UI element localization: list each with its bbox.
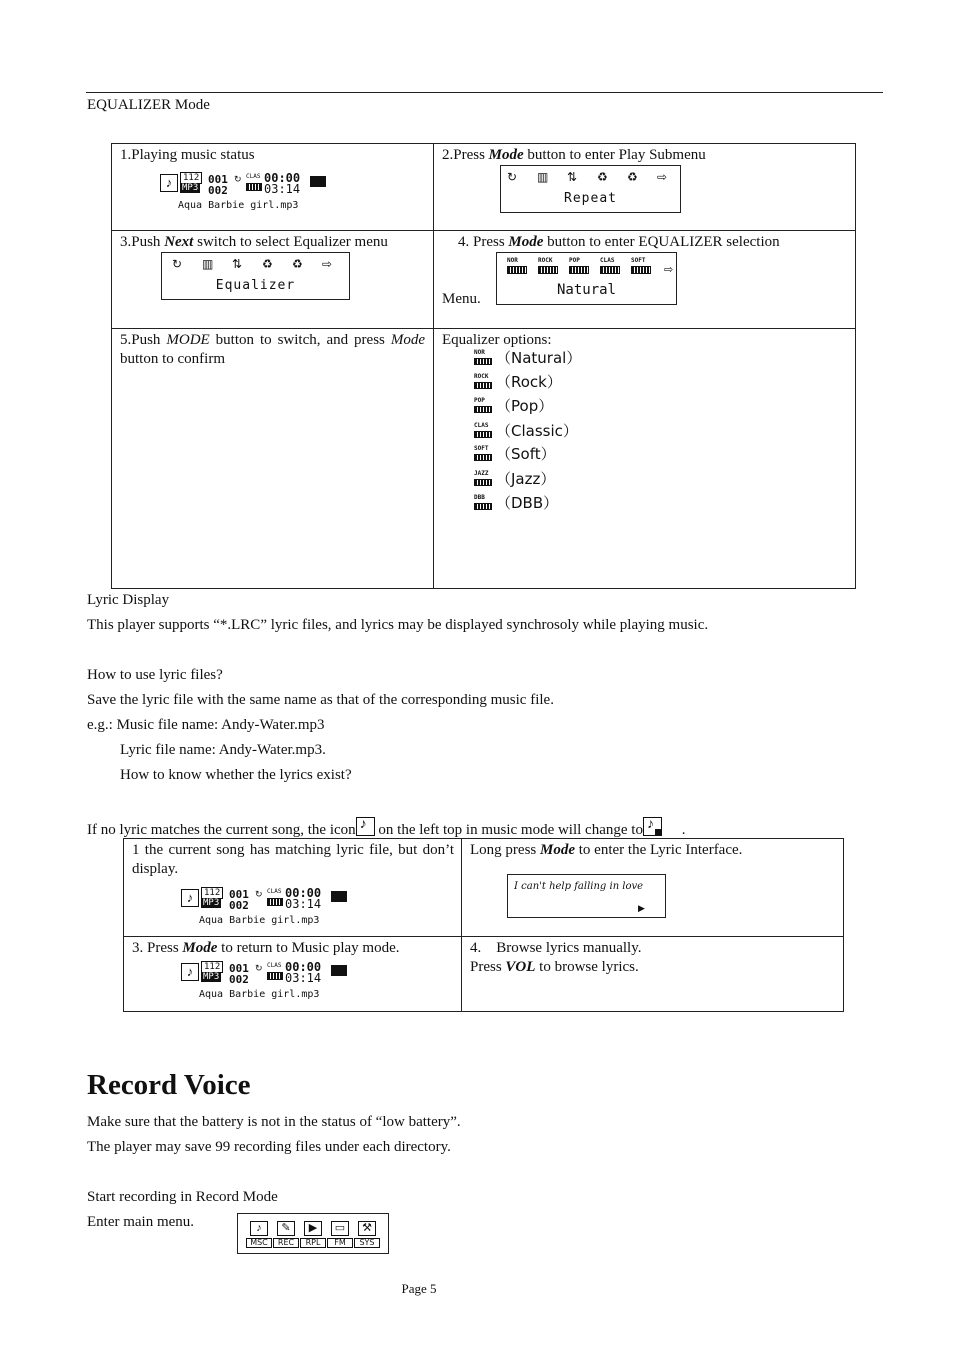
song-filename: Aqua Barbie girl.mp3 (199, 989, 320, 1000)
eq-icon-tag: DBB (474, 494, 485, 501)
music-note-icon: ♪ (160, 174, 178, 192)
menu-item-label: SYS (354, 1238, 380, 1248)
lyric-example-2: Lyric file name: Andy-Water.mp3. (120, 742, 326, 758)
player-screen-lyric (181, 887, 351, 925)
track-current: 001 (229, 962, 249, 975)
repeat-icon: ↻ (234, 174, 242, 184)
exit-icon: ⇨ (657, 170, 668, 184)
eq-tab-label: SOFT (631, 257, 646, 264)
lyric-line: I can't help falling in love (514, 881, 644, 892)
eq-option-jazz (474, 468, 555, 489)
lyric-cell-4 (462, 937, 844, 1012)
format-badge: MP3 (182, 183, 199, 193)
lyric-heading: Lyric Display (87, 592, 170, 608)
main-menu-lcd (237, 1213, 389, 1254)
lcd-label-equalizer: Equalizer (215, 278, 296, 293)
eq-cell-3 (112, 231, 434, 329)
replay-times-icon: ♻ (292, 257, 303, 271)
elapsed-time: 00:00 (285, 886, 322, 900)
eq-cell-2-text: 2.Press Mode button to enter Play Submenu (442, 147, 706, 163)
repeat-icon: ↻ (172, 257, 183, 271)
rpl-icon: ▶ (304, 1221, 322, 1236)
eq-icon-tag: SOFT (474, 445, 489, 452)
repeat-icon: ↻ (507, 170, 518, 184)
track-total: 112 (201, 887, 223, 899)
total-time: 03:14 (285, 897, 322, 911)
eq-bars-icon (267, 972, 283, 980)
music-note-lyric-icon: ♪ (181, 963, 199, 981)
play-arrow-icon: ▶ (638, 903, 645, 913)
eq-pop-icon (474, 398, 492, 413)
eq-cell-4-tail: Menu. (442, 291, 481, 307)
format-badge: MP3 (203, 898, 220, 908)
menu-item-rpl (300, 1219, 326, 1249)
record-paragraph-2: The player may save 99 recording files under each directory. (87, 1139, 451, 1155)
eq-icon-bars (474, 406, 492, 413)
record-paragraph-4: Enter main menu. (87, 1214, 195, 1230)
eq-tab-label: CLAS (600, 257, 615, 264)
format-badge: MP3 (203, 972, 220, 982)
eq-icon-bars (474, 358, 492, 365)
eq-cell-3-text: 3.Push Next switch to select Equalizer menu (120, 234, 388, 250)
menu-item-fm (327, 1219, 353, 1249)
rec-icon: ✎ (277, 1221, 295, 1236)
lyric-cell-1 (124, 839, 462, 937)
track-next: 002 (229, 973, 249, 986)
eq-icon-bars (474, 503, 492, 510)
eq-option-soft (474, 443, 556, 464)
eq-tab-clas (600, 258, 622, 274)
eq-icon-tag: ROCK (474, 373, 489, 380)
lyric-cell-2 (462, 839, 844, 937)
lcd-label-natural: Natural (556, 282, 616, 298)
lyric-question-2: How to know whether the lyrics exist? (120, 767, 352, 783)
lyric-table (123, 838, 844, 1012)
eq-tab-soft (631, 258, 653, 274)
header-rule (86, 92, 883, 93)
eq-option-clas (474, 420, 578, 441)
replay-times-icon: ♻ (627, 170, 638, 184)
eq-option-label: （Jazz） (496, 470, 556, 488)
lyric-cell-4-line1: 4. Browse lyrics manually. (470, 940, 642, 956)
eq-options-title: Equalizer options: (442, 332, 552, 348)
lyric-cell-3 (124, 937, 462, 1012)
replay-icon: ♻ (262, 257, 273, 271)
player-screen-return (181, 961, 351, 999)
eq-icon-bars (474, 454, 492, 461)
eq-badge: CLAS (267, 962, 282, 969)
eq-icon-bars (474, 431, 492, 438)
tempo-icon: ⇅ (567, 170, 578, 184)
eq-tab-nor (507, 258, 529, 274)
eq-icon-tag: CLAS (474, 422, 489, 429)
eq-icon-bars (474, 382, 492, 389)
elapsed-time: 00:00 (264, 171, 301, 185)
menu-item-msc (246, 1219, 272, 1249)
arrow-right-icon: ⇨ (664, 264, 674, 276)
music-note-icon: ♪ (356, 817, 375, 836)
menu-item-label: MSC (246, 1238, 272, 1248)
submenu-lcd (500, 165, 681, 213)
eq-tab-bars (507, 266, 527, 274)
battery-icon (331, 891, 347, 902)
eq-option-rock (474, 371, 562, 392)
total-time: 03:14 (264, 182, 301, 196)
eq-cell-4 (434, 231, 856, 329)
eq-tab-pop (569, 258, 591, 274)
eq-option-label: （Rock） (496, 373, 562, 391)
track-next: 002 (229, 899, 249, 912)
eq-tab-row (507, 258, 672, 274)
eq-tab-rock (538, 258, 560, 274)
menu-item-rec (273, 1219, 299, 1249)
eq-bars-icon (267, 898, 283, 906)
eq-icon-tag: JAZZ (474, 470, 489, 477)
eq-tab-bars (600, 266, 620, 274)
page-number: Page 5 (401, 1281, 437, 1296)
eq-bars-icon (246, 183, 262, 191)
eq-icon-tag: NOR (474, 349, 485, 356)
eq-option-pop (474, 395, 553, 416)
eq-icon-bars (474, 479, 492, 486)
eq-option-nor (474, 347, 581, 368)
eq-badge: CLAS (246, 173, 261, 180)
eq-icon: ▥ (202, 257, 214, 271)
eq-select-lcd (496, 252, 677, 305)
eq-cell-1 (112, 144, 434, 231)
section-title: EQUALIZER Mode (87, 97, 210, 113)
lyric-question-1: How to use lyric files? (87, 667, 223, 683)
lyric-cell-3-text: 3. Press Mode to return to Music play mode. (132, 940, 400, 956)
eq-badge: CLAS (267, 888, 282, 895)
track-total: 112 (180, 172, 202, 184)
menu-item-label: REC (273, 1238, 299, 1248)
eq-cell-1-text: 1.Playing music status (120, 147, 255, 163)
record-heading: Record Voice (87, 1069, 251, 1101)
menu-item-label: FM (327, 1238, 353, 1248)
menu-item-label: RPL (300, 1238, 326, 1248)
eq-cell-2 (434, 144, 856, 231)
eq-tab-bars (569, 266, 589, 274)
lyric-cell-4-line2: Press VOL to browse lyrics. (470, 959, 639, 975)
battery-icon (331, 965, 347, 976)
track-next: 002 (208, 184, 228, 197)
eq-cell-5-text: 5.Push MODE button to switch, and press Mode button to confirm (120, 332, 425, 367)
repeat-icon: ↻ (255, 963, 263, 973)
eq-tab-label: NOR (507, 257, 518, 264)
song-filename: Aqua Barbie girl.mp3 (199, 915, 320, 926)
total-time: 03:14 (285, 971, 322, 985)
elapsed-time: 00:00 (285, 960, 322, 974)
eq-nor-icon (474, 350, 492, 365)
eq-tab-bars (538, 266, 558, 274)
track-current: 001 (229, 888, 249, 901)
record-paragraph-3: Start recording in Record Mode (87, 1189, 278, 1205)
eq-tab-label: ROCK (538, 257, 553, 264)
fm-icon: ▭ (331, 1221, 349, 1236)
lyric-cell-2-text: Long press Mode to enter the Lyric Interface. (470, 842, 743, 858)
eq-clas-icon (474, 423, 492, 438)
submenu-icon-row (507, 171, 677, 185)
lyric-paragraph-2: If no lyric matches the current song, the icon ♪ on the left top in music mode will change to ♪ . (87, 817, 686, 838)
tempo-icon: ⇅ (232, 257, 243, 271)
music-note-lyric-icon: ♪ (643, 817, 662, 836)
song-filename: Aqua Barbie girl.mp3 (178, 200, 299, 211)
eq-tab-label: POP (569, 257, 580, 264)
repeat-icon: ↻ (255, 889, 263, 899)
lcd-label-repeat: Repeat (564, 191, 617, 206)
eq-soft-icon (474, 446, 492, 461)
submenu-icon-row (172, 258, 342, 272)
eq-option-label: （Classic） (496, 422, 578, 440)
lyric-paragraph-1: Save the lyric file with the same name as that of the corresponding music file. (87, 692, 554, 708)
track-current: 001 (208, 173, 228, 186)
submenu-lcd-eq (161, 252, 350, 300)
player-screen (160, 172, 330, 210)
eq-option-label: （DBB） (496, 494, 559, 512)
menu-item-sys (354, 1219, 380, 1249)
eq-option-label: （Pop） (496, 397, 554, 415)
eq-cell-5 (112, 329, 434, 589)
battery-icon (310, 176, 326, 187)
track-total: 112 (201, 961, 223, 973)
replay-icon: ♻ (597, 170, 608, 184)
eq-jazz-icon (474, 471, 492, 486)
lyric-intro: This player supports “*.LRC” lyric files, and lyrics may be displayed synchrosoly while playing music. (87, 617, 709, 633)
eq-icon: ▥ (537, 170, 549, 184)
record-paragraph-1: Make sure that the battery is not in the status of “low battery”. (87, 1114, 461, 1130)
lyric-cell-1-text: 1 the current song has matching lyric file, but don’t display. (132, 842, 454, 877)
exit-icon: ⇨ (322, 257, 333, 271)
eq-rock-icon (474, 374, 492, 389)
eq-tab-bars (631, 266, 651, 274)
lyric-lcd (507, 874, 666, 918)
eq-option-label: （Natural） (496, 349, 582, 367)
eq-cell-4-text: 4. Press Mode button to enter EQUALIZER selection (458, 234, 780, 250)
sys-icon: ⚒ (358, 1221, 376, 1236)
eq-option-label: （Soft） (496, 445, 556, 463)
eq-icon-tag: POP (474, 397, 485, 404)
lyric-example-1: e.g.: Music file name: Andy-Water.mp3 (87, 717, 325, 733)
music-note-lyric-icon: ♪ (181, 889, 199, 907)
eq-dbb-icon (474, 495, 492, 510)
msc-icon: ♪ (250, 1221, 268, 1236)
eq-option-dbb (474, 492, 558, 513)
